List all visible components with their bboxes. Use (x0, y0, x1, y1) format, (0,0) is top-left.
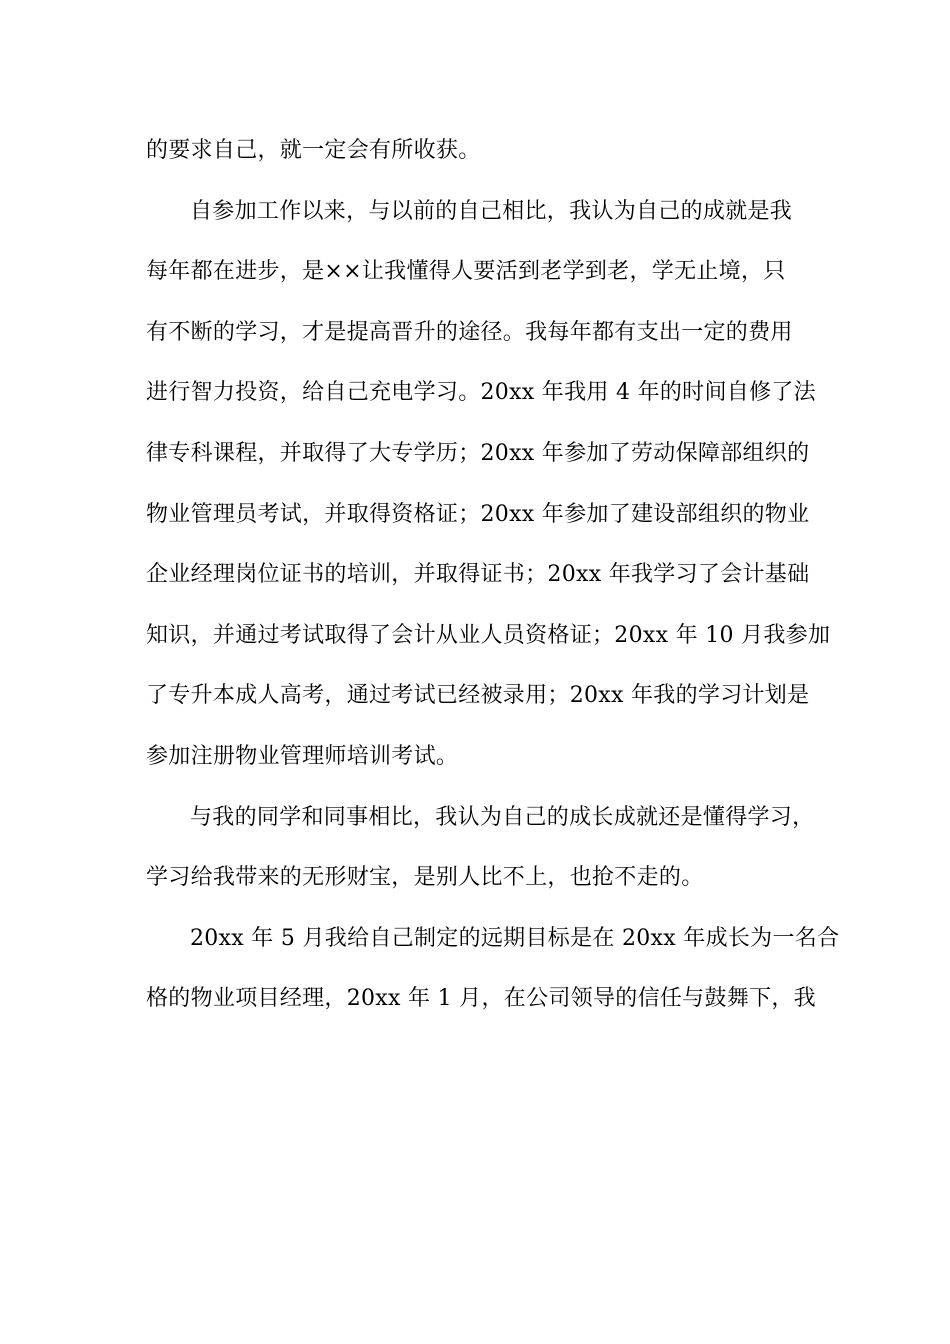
paragraph-first-line: 与我的同学和同事相比，我认为自己的成长成就还是懂得学习， (190, 804, 815, 830)
document-body (146, 126, 840, 1035)
text-line: 学习给我带来的无形财宝，是别人比不上，也抢不走的。 (146, 865, 704, 891)
text-line: 每年都在进步，是××让我懂得人要活到老学到老，学无止境，只 (146, 259, 786, 285)
paragraph-first-line: 20xx 年 5 月我给自己制定的远期目标是在 20xx 年成长为一名合 (190, 925, 840, 951)
text-line: 知识，并通过考试取得了会计从业人员资格证；20xx 年 10 月我参加 (146, 622, 831, 648)
text-line: 律专科课程，并取得了大专学历；20xx 年参加了劳动保障部组织的 (146, 440, 810, 466)
text-line: 企业经理岗位证书的培训，并取得证书；20xx 年我学习了会计基础 (146, 562, 810, 588)
text-line: 了专升本成人高考，通过考试已经被录用；20xx 年我的学习计划是 (146, 683, 810, 709)
text-line: 物业管理员考试，并取得资格证；20xx 年参加了建设部组织的物业 (146, 501, 810, 527)
text-line: 有不断的学习，才是提高晋升的途径。我每年都有支出一定的费用 (146, 319, 793, 345)
text-line: 格的物业项目经理，20xx 年 1 月，在公司领导的信任与鼓舞下，我 (146, 986, 816, 1012)
text-line: 进行智力投资，给自己充电学习。20xx 年我用 4 年的时间自修了法 (146, 380, 816, 406)
paragraph-first-line: 自参加工作以来，与以前的自己相比，我认为自己的成就是我 (190, 198, 793, 224)
text-line: 参加注册物业管理师培训考试。 (146, 743, 459, 769)
text-line: 的要求自己，就一定会有所收获。 (146, 138, 481, 163)
